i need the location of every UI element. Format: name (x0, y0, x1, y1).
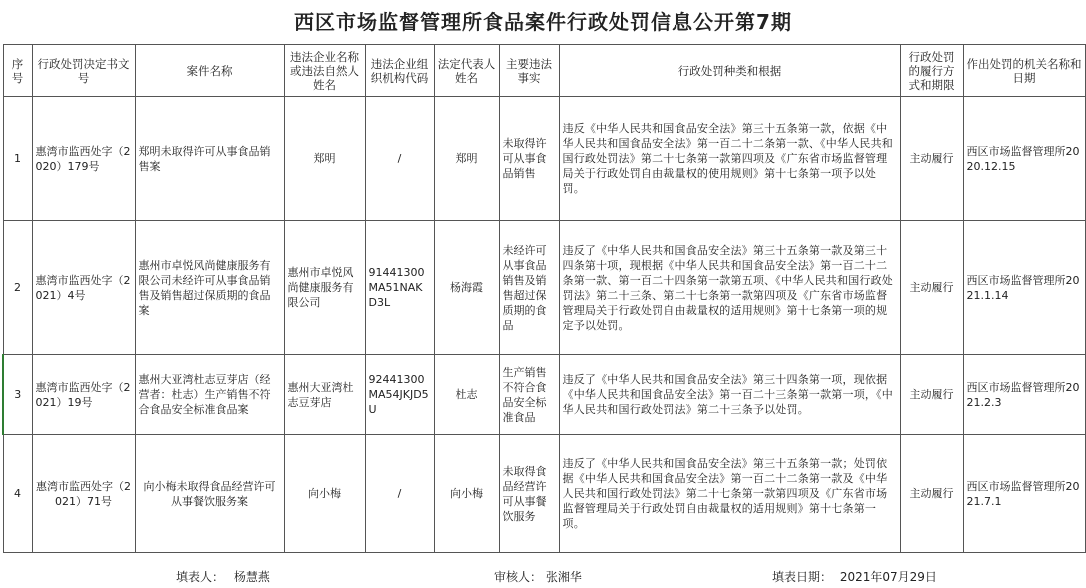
preparer-label: 填表人： (176, 570, 225, 584)
page-title: 西区市场监督管理所食品案件行政处罚信息公开第7期 (294, 10, 792, 34)
cell-perform-method: 主动履行 (900, 435, 963, 553)
cell-case-name: 惠州大亚湾杜志豆芽店（经营者：杜志）生产销售不符合食品安全标准食品案 (135, 355, 284, 435)
cell-no: 2 (3, 221, 32, 355)
footer-reviewer (494, 567, 582, 587)
cell-main-fact: 未取得食品经营许可从事餐饮服务 (499, 435, 559, 553)
header-doc-number: 行政处罚决定书文号 (32, 45, 135, 97)
footer-preparer (176, 567, 270, 587)
cell-legal-rep: 向小梅 (434, 435, 499, 553)
cell-legal-rep: 郑明 (434, 97, 499, 221)
cell-authority-date: 西区市场监督管理所2021.7.1 (963, 435, 1085, 553)
cell-penalty-basis: 违反了《中华人民共和国食品安全法》第三十四条第一项，现依据《中华人民共和国食品安全法》第一百二十三条第一款第一项，《中华人民共和国行政处罚法》第二十三条予以处罚。 (559, 355, 900, 435)
cell-case-name: 郑明未取得许可从事食品销售案 (135, 97, 284, 221)
cell-doc-number: 惠湾市监西处字（2021）4号 (32, 221, 135, 355)
cell-party: 郑明 (284, 97, 365, 221)
header-org-code: 违法企业组织机构代码 (365, 45, 434, 97)
penalty-table (2, 44, 1086, 553)
cell-doc-number: 惠湾市监西处字（2020）179号 (32, 97, 135, 221)
cell-doc-number: 惠湾市监西处字（2021）19号 (32, 355, 135, 435)
table-row (3, 97, 1085, 221)
cell-party: 向小梅 (284, 435, 365, 553)
header-authority-date: 作出处罚的机关名称和日期 (963, 45, 1085, 97)
header-perform-method: 行政处罚的履行方式和期限 (900, 45, 963, 97)
cell-org-code: / (365, 435, 434, 553)
cell-main-fact: 生产销售不符合食品安全标准食品 (499, 355, 559, 435)
header-legal-rep: 法定代表人姓名 (434, 45, 499, 97)
cell-case-name: 向小梅未取得食品经营许可从事餐饮服务案 (135, 435, 284, 553)
footer-date (772, 567, 937, 587)
cell-no: 3 (3, 355, 32, 435)
table-header-row (3, 45, 1085, 97)
fill-date: 2021年07月29日 (839, 570, 937, 584)
cell-perform-method: 主动履行 (900, 355, 963, 435)
cell-doc-number: 惠湾市监西处字（2021）71号 (32, 435, 135, 553)
cell-perform-method: 主动履行 (900, 97, 963, 221)
table-row (3, 435, 1085, 553)
cell-org-code: 92441300MA54JKJD5U (365, 355, 434, 435)
preparer-name: 杨慧燕 (233, 570, 270, 584)
cell-no: 1 (3, 97, 32, 221)
cell-case-name: 惠州市卓悦风尚健康服务有限公司未经许可从事食品销售及销售超过保质期的食品案 (135, 221, 284, 355)
header-party: 违法企业名称或违法自然人姓名 (284, 45, 365, 97)
reviewer-name: 张湘华 (545, 570, 582, 584)
table-row (3, 355, 1085, 435)
cell-party: 惠州大亚湾杜志豆芽店 (284, 355, 365, 435)
reviewer-label: 审核人： (494, 570, 543, 584)
cell-penalty-basis: 违反《中华人民共和国食品安全法》第三十五条第一款，依据《中华人民共和国食品安全法》第一百二十二条第一款、《中华人民共和国行政处罚法》第二十七条第一款第四项及《广东省市场监督管理局关于行政处罚自由裁量权的使用规则》第十七条第一项予以处罚。 (559, 97, 900, 221)
cell-authority-date: 西区市场监督管理所2021.2.3 (963, 355, 1085, 435)
table-row (3, 221, 1085, 355)
cell-org-code: 91441300MA51NAKD3L (365, 221, 434, 355)
cell-legal-rep: 杜志 (434, 355, 499, 435)
cell-org-code: / (365, 97, 434, 221)
date-label: 填表日期： (772, 570, 833, 584)
cell-legal-rep: 杨海霞 (434, 221, 499, 355)
header-penalty-basis: 行政处罚种类和根据 (559, 45, 900, 97)
cell-penalty-basis: 违反了《中华人民共和国食品安全法》第三十五条第一款及第三十四条第十项，现根据《中华人民共和国食品安全法》第一百二十二条第一款、第一百二十四条第一款第五项、《中华人民共和国行政处罚法》第二十三条、第二十七条第一款第四项及《广东省市场监督管理局关于行政处罚自由裁量权的适用规则》第十七条第一项的规定予以处罚。 (559, 221, 900, 355)
header-case-name: 案件名称 (135, 45, 284, 97)
cell-main-fact: 未经许可从事食品销售及销售超过保质期的食品 (499, 221, 559, 355)
cell-penalty-basis: 违反了《中华人民共和国食品安全法》第三十五条第一款；处罚依据《中华人民共和国食品安全法》第一百二十二条第一款及《中华人民共和国行政处罚法》第二十七条第一款第四项及《广东省市场监督管理局关于行政处罚自由裁量权的适用规则》第十七条第一项。 (559, 435, 900, 553)
cell-party: 惠州市卓悦风尚健康服务有限公司 (284, 221, 365, 355)
cell-main-fact: 未取得许可从事食品销售 (499, 97, 559, 221)
cell-authority-date: 西区市场监督管理所2020.12.15 (963, 97, 1085, 221)
cell-authority-date: 西区市场监督管理所2021.1.14 (963, 221, 1085, 355)
header-no: 序号 (3, 45, 32, 97)
header-main-fact: 主要违法事实 (499, 45, 559, 97)
cell-no: 4 (3, 435, 32, 553)
cell-perform-method: 主动履行 (900, 221, 963, 355)
